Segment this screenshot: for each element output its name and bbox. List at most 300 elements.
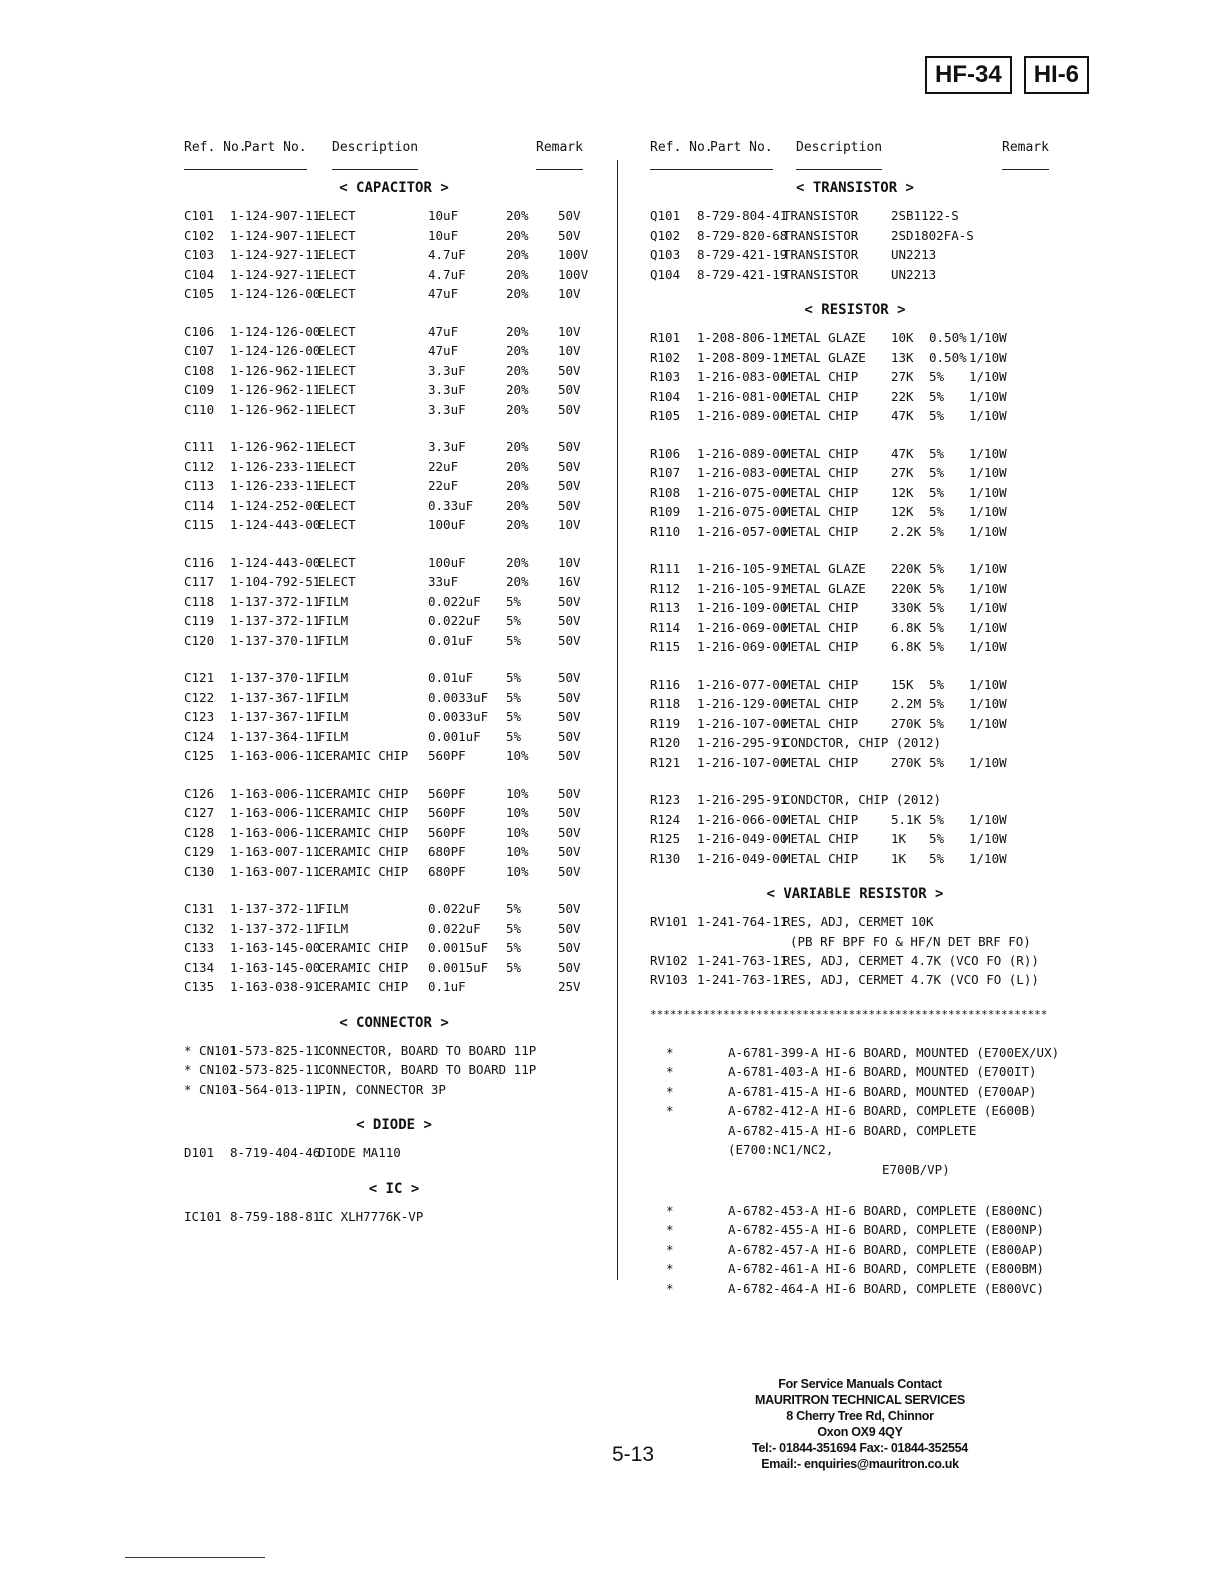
rating: 1/10W <box>969 754 1007 770</box>
ref-no: C110 <box>184 401 215 417</box>
board-description: A-6782-464-A HI-6 BOARD, COMPLETE (E800VC) <box>728 1280 1045 1296</box>
part-no: 1-104-792-51 <box>230 574 321 589</box>
capacitor-group <box>184 322 604 420</box>
list-item <box>650 348 1060 368</box>
right-column-header <box>650 130 1060 174</box>
part-no: 1-216-077-00 <box>697 676 788 692</box>
ref-no: C121 <box>184 670 215 685</box>
description: FILM <box>318 670 349 685</box>
description: METAL CHIP <box>783 850 859 866</box>
rating: 50V <box>558 689 581 705</box>
value: 0.0015uF <box>428 959 489 975</box>
value: 47uF <box>428 343 459 358</box>
board-description: A-6782-453-A HI-6 BOARD, COMPLETE (E800NC) <box>728 1202 1045 1218</box>
list-item <box>650 1082 1060 1102</box>
ref-no: R111 <box>650 561 681 576</box>
ref-no: C119 <box>184 613 215 628</box>
tolerance: 20% <box>506 266 529 282</box>
list-item <box>650 1121 1060 1160</box>
description: IC XLH7776K-VP <box>318 1208 424 1224</box>
list-item <box>184 206 604 226</box>
part-no: 8-729-421-19 <box>697 266 788 282</box>
ref-no: C133 <box>184 940 215 955</box>
description: TRANSISTOR <box>783 227 859 243</box>
part-no: 1-241-763-11 <box>697 952 788 968</box>
part-no: 1-124-907-11 <box>230 227 321 243</box>
tolerance: 5% <box>506 940 522 955</box>
description: ELECT <box>318 247 356 262</box>
ref-no: R106 <box>650 445 681 461</box>
header-ref-no: Ref. No. <box>184 140 247 170</box>
value: 270K <box>891 715 922 731</box>
tolerance: 0.50% <box>929 330 967 345</box>
value: 6.8K <box>891 619 922 635</box>
ref-no: C108 <box>184 362 215 378</box>
board-description: A-6781-403-A HI-6 BOARD, MOUNTED (E700IT) <box>728 1064 1037 1079</box>
value: 10uF <box>428 227 459 243</box>
part-no: 1-137-372-11 <box>230 613 321 628</box>
part-no: 1-124-252-00 <box>230 497 321 513</box>
rating: 100V <box>558 266 589 282</box>
ref-no: * CN101 <box>184 1042 237 1058</box>
section-title-capacitor: < CAPACITOR > <box>339 180 449 196</box>
rating: 1/10W <box>969 330 1007 345</box>
part-no: 1-163-006-11 <box>230 824 321 840</box>
list-item <box>650 206 1060 226</box>
tolerance: 5% <box>929 408 945 423</box>
rating: 50V <box>558 940 581 955</box>
rating: 50V <box>558 613 581 628</box>
capacitor-group <box>184 899 604 997</box>
value: 0.33uF <box>428 497 474 513</box>
board-description: A-6781-399-A HI-6 BOARD, MOUNTED (E700EX/UX) <box>728 1044 1060 1060</box>
list-item <box>650 1220 1060 1240</box>
value: 6.8K <box>891 639 922 654</box>
board-list-e800 <box>650 1201 1060 1299</box>
list-item <box>184 688 604 708</box>
description: METAL CHIP <box>783 388 859 404</box>
tolerance: 5% <box>929 831 945 846</box>
list-item <box>650 1101 1060 1121</box>
tolerance: 5% <box>506 670 522 685</box>
tolerance: 20% <box>506 362 529 378</box>
part-no: 1-208-806-11 <box>697 330 788 345</box>
list-item <box>184 400 604 420</box>
tolerance: 20% <box>506 382 529 397</box>
list-item <box>184 437 604 457</box>
value: 2.2K <box>891 523 922 539</box>
value: 0.0015uF <box>428 940 489 955</box>
description: FILM <box>318 593 349 609</box>
description: FILM <box>318 689 349 705</box>
part-no: 1-216-069-00 <box>697 619 788 635</box>
list-item <box>184 265 604 285</box>
contact-line: Oxon OX9 4QY <box>817 1425 903 1439</box>
rating: 50V <box>558 227 581 243</box>
part-no: 1-216-295-91 <box>697 735 788 750</box>
capacitor-group <box>184 668 604 766</box>
remark: UN2213 <box>891 266 937 282</box>
connector-list <box>184 1041 604 1100</box>
list-item <box>650 559 1060 579</box>
list-item <box>650 970 1060 990</box>
description: ELECT <box>318 574 356 589</box>
ref-no: R113 <box>650 600 681 615</box>
value: 27K <box>891 465 914 480</box>
board-list-e600-e700 <box>650 1043 1060 1160</box>
tolerance: 20% <box>506 458 529 474</box>
contact-line: Tel:- 01844-351694 Fax:- 01844-352554 <box>752 1441 968 1455</box>
value: 47uF <box>428 323 459 339</box>
value: 12K <box>891 504 914 519</box>
ref-no: RV103 <box>650 972 688 987</box>
value: 560PF <box>428 785 466 801</box>
value: 0.022uF <box>428 593 481 609</box>
part-no: 1-216-089-00 <box>697 445 788 461</box>
ref-no: C116 <box>184 554 215 570</box>
description: FILM <box>318 709 349 724</box>
value: 680PF <box>428 863 466 879</box>
rating: 1/10W <box>969 850 1007 866</box>
capacitor-group <box>184 784 604 882</box>
ref-no: C127 <box>184 805 215 820</box>
header-part-no: Part No. <box>710 140 773 170</box>
ref-no: R130 <box>650 850 681 866</box>
ref-no: R125 <box>650 831 681 846</box>
ref-no: C111 <box>184 439 215 454</box>
rating: 50V <box>558 439 581 454</box>
description: CONNECTOR, BOARD TO BOARD 11P <box>318 1062 537 1077</box>
list-item <box>650 849 1060 869</box>
description: METAL CHIP <box>783 831 859 846</box>
resistor-group <box>650 675 1060 773</box>
remark: 2SD1802FA-S <box>891 227 974 243</box>
ref-no: C120 <box>184 632 215 648</box>
description: METAL CHIP <box>783 676 859 692</box>
ref-no: RV101 <box>650 914 688 929</box>
tolerance: 5% <box>929 388 945 404</box>
ref-no: R103 <box>650 369 681 384</box>
ref-no: C122 <box>184 689 215 705</box>
tolerance <box>506 977 558 997</box>
ref-no: C114 <box>184 497 215 513</box>
tolerance: 20% <box>506 343 529 358</box>
part-no: 1-564-013-11 <box>230 1081 321 1097</box>
ref-no: R116 <box>650 676 681 692</box>
ref-no: R119 <box>650 715 681 731</box>
rating: 50V <box>558 458 581 474</box>
part-no: 1-573-825-11 <box>230 1062 321 1077</box>
rating: 50V <box>558 497 581 513</box>
rating: 1/10W <box>969 369 1007 384</box>
ref-no: C113 <box>184 478 215 493</box>
rating: 1/10W <box>969 580 1007 596</box>
ref-no: C123 <box>184 709 215 724</box>
ref-no: R105 <box>650 408 681 423</box>
ref-no: R124 <box>650 811 681 827</box>
part-no: 1-137-364-11 <box>230 728 321 744</box>
ref-no: R115 <box>650 639 681 654</box>
section-title-transistor: < TRANSISTOR > <box>795 180 914 196</box>
model-badge-hf34: HF-34 <box>925 56 1012 94</box>
part-no: 1-216-083-00 <box>697 465 788 480</box>
rating: 1/10W <box>969 445 1007 461</box>
ref-no: C117 <box>184 574 215 589</box>
list-item <box>650 1062 1060 1082</box>
tolerance: 5% <box>929 639 945 654</box>
tolerance: 5% <box>506 920 522 936</box>
ref-no: C109 <box>184 382 215 397</box>
ref-no: R102 <box>650 349 681 365</box>
rating: 50V <box>558 362 581 378</box>
list-item <box>650 598 1060 618</box>
rating: 50V <box>558 748 581 763</box>
marker: * <box>666 1202 674 1218</box>
ref-no: * CN103 <box>184 1081 237 1097</box>
description: DIODE MA110 <box>318 1145 401 1160</box>
tolerance: 20% <box>506 517 529 532</box>
ref-no: R101 <box>650 330 681 345</box>
section-title-resistor: < RESISTOR > <box>804 302 906 318</box>
tolerance: 10% <box>506 824 529 840</box>
part-no: 1-216-049-00 <box>697 850 788 866</box>
list-item <box>184 862 604 882</box>
ref-no: R110 <box>650 523 681 539</box>
left-column-header <box>184 130 604 174</box>
value: 330K <box>891 600 922 615</box>
list-item <box>184 361 604 381</box>
description: TRANSISTOR <box>783 208 859 223</box>
list-item <box>650 1259 1060 1279</box>
asterisk-divider: ************************************************************ <box>650 1007 1048 1021</box>
board-description: A-6782-457-A HI-6 BOARD, COMPLETE (E800AP) <box>728 1241 1045 1257</box>
list-item <box>184 476 604 496</box>
list-item <box>184 727 604 747</box>
description: METAL CHIP <box>783 369 859 384</box>
rating: 10V <box>558 517 581 532</box>
rating: 1/10W <box>969 715 1007 731</box>
part-no: 1-124-907-11 <box>230 208 321 223</box>
description: ELECT <box>318 362 356 378</box>
value: 4.7uF <box>428 266 466 282</box>
list-item <box>184 938 604 958</box>
list-item <box>650 522 1060 542</box>
rv101-note: (PB RF BPF FO & HF/N DET BRF FO) <box>790 933 1031 949</box>
value: 10K <box>891 330 914 345</box>
part-no: 1-137-372-11 <box>230 901 321 916</box>
part-no: 1-208-809-11 <box>697 349 788 365</box>
description: CONDCTOR, CHIP (2012) <box>783 735 942 750</box>
description: CERAMIC CHIP <box>318 844 409 859</box>
part-no: 1-126-962-11 <box>230 401 321 417</box>
tolerance: 20% <box>506 478 529 493</box>
resistor-group <box>650 790 1060 868</box>
board-description: A-6781-415-A HI-6 BOARD, MOUNTED (E700AP) <box>728 1083 1037 1099</box>
ref-no: Q103 <box>650 247 681 262</box>
description: CONNECTOR, BOARD TO BOARD 11P <box>318 1042 537 1058</box>
list-item <box>184 1060 604 1080</box>
value: 0.01uF <box>428 632 474 648</box>
marker: * <box>666 1222 674 1237</box>
part-no: 1-126-233-11 <box>230 458 321 474</box>
list-item <box>184 592 604 612</box>
description: METAL GLAZE <box>783 580 866 596</box>
list-item <box>650 265 1060 285</box>
part-no: 1-216-083-00 <box>697 369 788 384</box>
rating: 50V <box>558 478 581 493</box>
tolerance: 5% <box>506 709 522 724</box>
marker <box>650 1121 728 1160</box>
part-no: 1-163-006-11 <box>230 748 321 763</box>
rating: 1/10W <box>969 504 1007 519</box>
list-item <box>184 631 604 651</box>
description: ELECT <box>318 343 356 358</box>
remark: 2SB1122-S <box>891 208 959 223</box>
tolerance: 5% <box>506 689 522 705</box>
value: 3.3uF <box>428 401 466 417</box>
list-item <box>650 1279 1060 1299</box>
ref-no: C135 <box>184 979 215 994</box>
description: ELECT <box>318 323 356 339</box>
tolerance: 20% <box>506 574 529 589</box>
tolerance: 5% <box>929 715 945 731</box>
ref-no: R104 <box>650 388 681 404</box>
part-no: 1-163-038-91 <box>230 979 321 994</box>
column-divider <box>617 160 618 1280</box>
value: 100uF <box>428 554 466 570</box>
rating: 1/10W <box>969 388 1007 404</box>
list-item <box>184 1041 604 1061</box>
value: 10uF <box>428 208 459 223</box>
part-no: 1-216-057-00 <box>697 523 788 539</box>
tolerance: 20% <box>506 286 529 301</box>
rating: 10V <box>558 554 581 570</box>
list-item <box>650 579 1060 599</box>
list-item <box>184 668 604 688</box>
marker: * <box>666 1280 674 1296</box>
description: FILM <box>318 613 349 628</box>
part-no: 1-163-145-00 <box>230 940 321 955</box>
list-item <box>184 919 604 939</box>
list-item <box>184 380 604 400</box>
tolerance: 20% <box>506 497 529 513</box>
value: 1K <box>891 850 907 866</box>
part-no: 1-216-105-91 <box>697 580 788 596</box>
capacitor-group <box>184 206 604 304</box>
description: FILM <box>318 901 349 916</box>
description: CERAMIC CHIP <box>318 959 409 975</box>
part-no: 1-216-075-00 <box>697 504 788 519</box>
contact-line: For Service Manuals Contact <box>778 1377 942 1391</box>
rating: 50V <box>558 959 581 975</box>
ref-no: * CN102 <box>184 1062 237 1077</box>
description: ELECT <box>318 497 356 513</box>
tolerance: 20% <box>506 208 529 223</box>
ref-no: D101 <box>184 1145 215 1160</box>
description: METAL CHIP <box>783 484 859 500</box>
part-no: 1-163-006-11 <box>230 805 321 820</box>
part-no: 1-163-007-11 <box>230 844 321 859</box>
rating: 50V <box>558 824 581 840</box>
value: 3.3uF <box>428 382 466 397</box>
list-item <box>650 637 1060 657</box>
header-part-no: Part No. <box>244 140 307 170</box>
rating: 16V <box>558 574 581 589</box>
value: 15K <box>891 676 914 692</box>
ref-no: C130 <box>184 863 215 879</box>
list-item <box>184 1207 604 1227</box>
tolerance: 20% <box>506 554 529 570</box>
description: CERAMIC CHIP <box>318 863 409 879</box>
rating: 1/10W <box>969 561 1007 576</box>
part-no: 8-719-404-46 <box>230 1145 321 1160</box>
description: RES, ADJ, CERMET 4.7K (VCO FO (L)) <box>783 972 1039 987</box>
rating: 1/10W <box>969 600 1007 615</box>
rating: 50V <box>558 863 581 879</box>
rating: 50V <box>558 709 581 724</box>
tolerance: 5% <box>929 850 945 866</box>
part-no: 1-241-763-11 <box>697 972 788 987</box>
contact-line: Email:- enquiries@mauritron.co.uk <box>761 1457 959 1471</box>
value: 270K <box>891 754 922 770</box>
value: 1K <box>891 831 907 846</box>
ref-no: Q102 <box>650 227 681 243</box>
part-no: 8-759-188-81 <box>230 1208 321 1224</box>
ref-no: Q104 <box>650 266 681 282</box>
header-remark: Remark <box>1002 140 1049 170</box>
value: 27K <box>891 369 914 384</box>
marker: * <box>666 1261 674 1276</box>
tolerance: 5% <box>929 580 945 596</box>
tolerance: 10% <box>506 785 529 801</box>
tolerance: 5% <box>929 676 945 692</box>
part-no: 1-124-443-00 <box>230 554 321 570</box>
part-no: 1-163-006-11 <box>230 785 321 801</box>
list-item <box>650 328 1060 348</box>
ref-no: C104 <box>184 266 215 282</box>
list-item <box>184 958 604 978</box>
list-item <box>650 444 1060 464</box>
value: 2.2M <box>891 696 922 711</box>
list-item <box>650 753 1060 773</box>
description: METAL CHIP <box>783 465 859 480</box>
description: PIN, CONNECTOR 3P <box>318 1081 446 1097</box>
value: 560PF <box>428 824 466 840</box>
service-contact-stamp <box>745 1376 975 1472</box>
diode-list <box>184 1143 604 1163</box>
list-item <box>650 367 1060 387</box>
header-remark: Remark <box>536 140 583 170</box>
part-no: 1-216-107-00 <box>697 754 788 770</box>
part-no: 1-163-007-11 <box>230 863 321 879</box>
rating: 10V <box>558 343 581 358</box>
ref-no: R109 <box>650 504 681 519</box>
list-item <box>650 1240 1060 1260</box>
rating: 50V <box>558 805 581 820</box>
tolerance: 5% <box>506 593 522 609</box>
rating: 50V <box>558 382 581 397</box>
list-item <box>650 829 1060 849</box>
board-description: A-6782-412-A HI-6 BOARD, COMPLETE (E600B) <box>728 1103 1037 1118</box>
part-no: 1-126-962-11 <box>230 439 321 454</box>
list-item <box>184 515 604 535</box>
ref-no: C118 <box>184 593 215 609</box>
rating: 50V <box>558 632 581 648</box>
tolerance: 20% <box>506 439 529 454</box>
list-item <box>650 912 1060 932</box>
part-no: 1-216-075-00 <box>697 484 788 500</box>
tolerance: 5% <box>506 728 522 744</box>
